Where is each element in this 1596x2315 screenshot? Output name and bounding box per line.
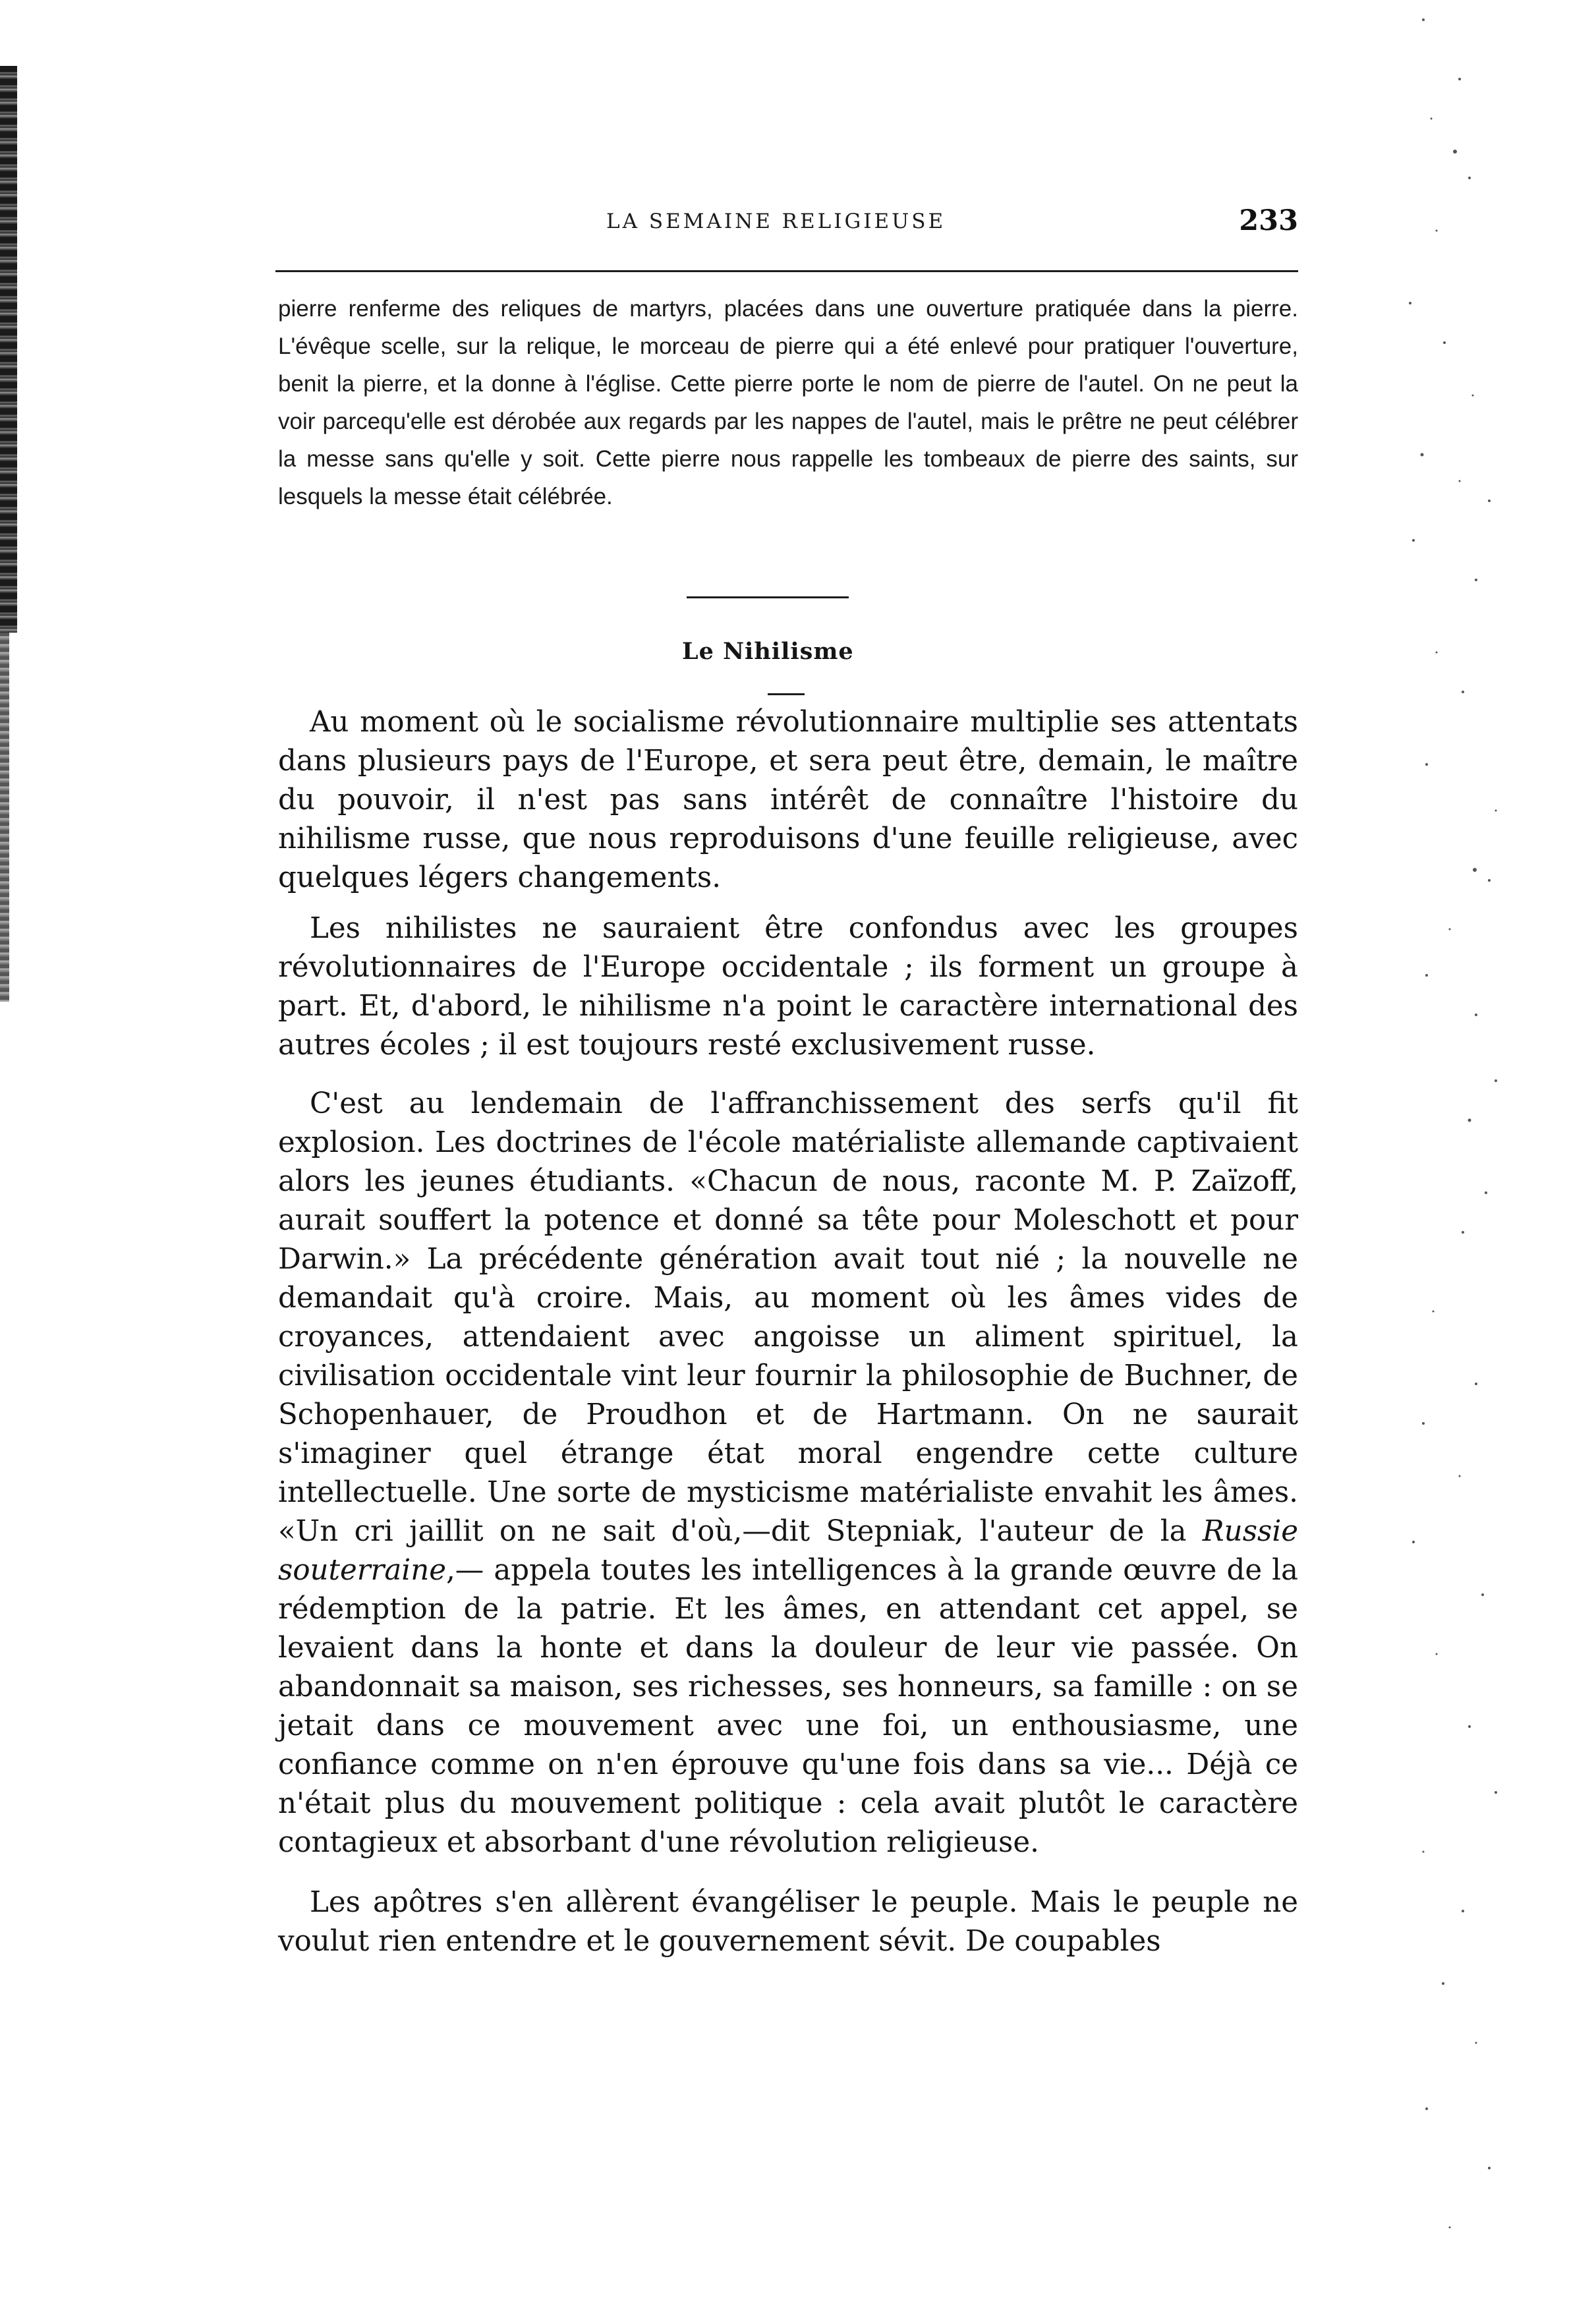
article-body bbox=[278, 703, 1298, 1961]
running-head bbox=[277, 204, 1298, 249]
header-rule bbox=[275, 270, 1298, 272]
book-title-italic: Russie souterraine bbox=[278, 1515, 1298, 1587]
scan-speckles bbox=[1397, 0, 1596, 2315]
section-divider bbox=[687, 596, 849, 598]
body-paragraph-2: Les nihilistes ne sauraient être confondus avec les groupes révolutionnaires de l'Europe occidentale ; ils forment un groupe à part. Et, d'abord, le nihilisme n'a point le caractère international des autres écoles ; il est toujours resté exclusivement russe. bbox=[278, 912, 1298, 1062]
body-paragraph-3 bbox=[278, 1085, 1298, 1862]
section-title: Le Nihilisme bbox=[682, 638, 854, 665]
running-title: LA SEMAINE RELIGIEUSE bbox=[606, 210, 946, 233]
binding-edge-lower bbox=[0, 633, 9, 1002]
body-paragraph-4: Les apôtres s'en allèrent évangéliser le peuple. Mais le peuple ne voulut rien entendre et le gouvernement sévit. De coupables bbox=[278, 1886, 1298, 1958]
title-rule bbox=[768, 693, 805, 695]
body-paragraph-3-part-a: C'est au lendemain de l'affranchissement des serfs qu'il fit explosion. Les doctrines de l'école matérialiste allemande captivaient alors les jeunes étudiants. «Chacun de nous, raconte M. P. Zaïzoff, aurait souffert la potence et donné sa tête pour Moleschott et pour Darwin.» La précédente génération avait tout nié ; la nouvelle ne demandait qu'à croire. Mais, au moment où les âmes vides de croyances, attendaient avec angoisse un aliment spirituel, la civilisation occidentale vint leur fournir la philosophie de Buchner, de Schopenhauer, de Proudhon et de Hartmann. On ne saurait s'imaginer quel étrange état moral engendre cette culture intellectuelle. Une sorte de mysticisme matérialiste envahit les âmes. «Un cri jaillit on ne sait d'où,—dit Stepniak, l'auteur de la bbox=[278, 1087, 1298, 1548]
page-number: 233 bbox=[1239, 204, 1298, 237]
body-paragraph-1: Au moment où le socialisme révolutionnaire multiplie ses attentats dans plusieurs pays de l'Europe, et sera peut être, demain, le maître du pouvoir, il n'est pas sans intérêt de connaître l'histoire du nihilisme russe, que nous reproduisons d'une feuille religieuse, avec quelques légers changements. bbox=[278, 706, 1298, 894]
body-paragraph-3-part-b: ,— appela toutes les intelligences à la grande œuvre de la rédemption de la patrie. Et les âmes, en attendant cet appel, se levaient dans la honte et dans la douleur de leur vie passée. On abandonnait sa maison, ses richesses, ses honneurs, sa famille : on se jetait dans ce mouvement avec une foi, un enthousiasme, une confiance comme on n'en éprouve qu'une fois dans sa vie... Déjà ce n'était plus du mouvement politique : cela avait plutôt le caractère contagieux et absorbant d'une révolution religieuse. bbox=[278, 1554, 1298, 1859]
intro-paragraph: pierre renferme des reliques de martyrs, placées dans une ouverture pratiquée dans la pierre. L'évêque scelle, sur la relique, le morceau de pierre qui a été enlevé pour pratiquer l'ouverture, benit la pierre, et la donne à l'église. Cette pierre porte le nom de pierre de l'autel. On ne peut la voir parcequ'elle est dérobée aux regards par les nappes de l'autel, mais le prêtre ne peut célébrer la messe sans qu'elle y soit. Cette pierre nous rappelle les tombeaux de pierre des saints, sur lesquels la messe était célébrée. bbox=[278, 296, 1298, 509]
binding-edge bbox=[0, 66, 17, 633]
